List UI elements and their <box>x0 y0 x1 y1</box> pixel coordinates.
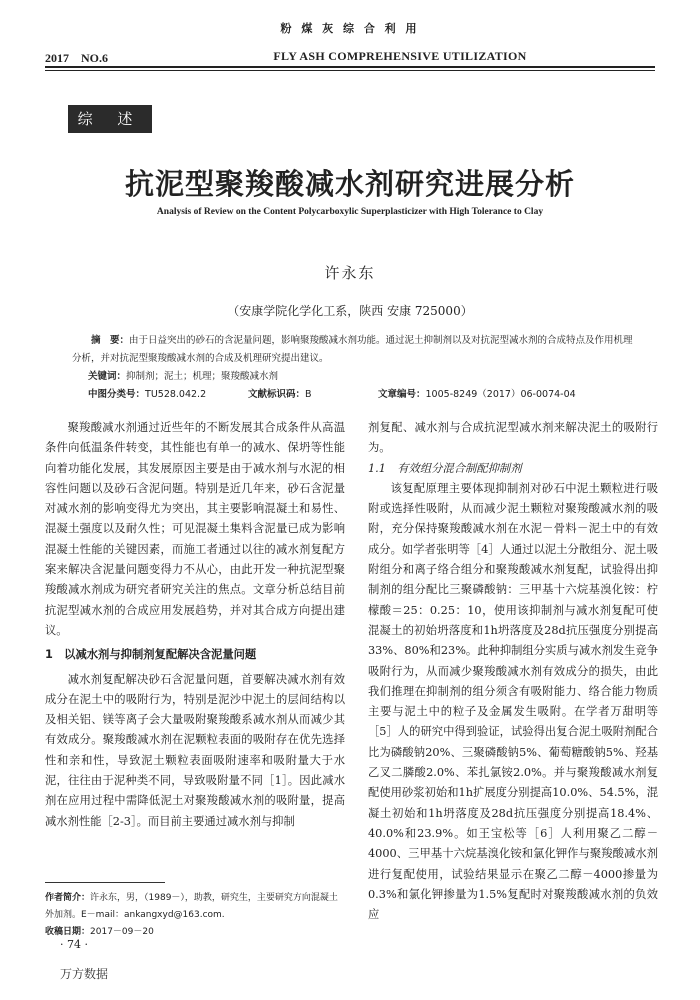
section-heading-1: 1 以减水剂与抑制剂复配解决含泥量问题 <box>45 648 257 662</box>
body-left-column <box>45 418 345 832</box>
article-title-en: Analysis of Review on the Content Polycarboxylic Superplasticizer with High Tolerance to Clay <box>156 207 544 217</box>
article-title-cn: 抗泥型聚羧酸减水剂研究进展分析 <box>124 167 575 201</box>
paragraph: 减水剂复配解决砂石含泥量问题，首要解决减水剂有效成分在泥土中的吸附行为，特别是泥沙中泥土的层间结构以及相关铝、镁等离子会大量吸附聚羧酸系减水剂从而减少其有效成分。聚羧酸减水剂在泥颗粒表面的吸附存在优先选择性和亲和性，导致泥土颗粒表面吸附速率和吸附量大于水泥，往往由于泥种类不同，导致吸附量不同［1］。因此减水剂在应用过程中需降低泥土对聚羧酸减水剂的吸附量，提高减水剂性能［2-3］。而目前主要通过减水剂与抑制 <box>45 672 345 828</box>
author-bio-text: 许永东，男，（1989－），助教，研究生，主要研究方向混凝土外加剂。E－mail：ankangxyd@163.com. <box>45 893 338 920</box>
affiliation: （安康学院化学化工系，陕西 安康 725000） <box>227 304 473 318</box>
paragraph: 剂复配、减水剂与合成抗泥型减水剂来解决泥土的吸附行为。 <box>368 421 658 455</box>
header-rule-thin <box>45 70 655 71</box>
received-label: 收稿日期： <box>45 927 91 937</box>
article-no-value: 1005-8249（2017）06-0074-04 <box>425 389 576 400</box>
journal-name-cn: 粉 煤 灰 综 合 利 用 <box>280 22 420 35</box>
paragraph: 该复配原理主要体现抑制剂对砂石中泥土颗粒进行吸附或选择性吸附，从而减少泥土颗粒对聚羧酸减水剂的吸附，充分保持聚羧酸减水剂在水泥－骨料－泥土中的有效成分。如学者张明等［4］人通过以泥土分散组分、泥土吸附组分和离子络合组分和聚羧酸减水剂复配，试验得出抑制剂的组分配比三聚磷酸钠：三甲基十六烷基溴化铵：柠檬酸＝25：0.25：10，使用该抑制剂与减水剂复配可使混凝土的初始坍落度和1h坍落度及28d抗压强度分别提高33%、80%和23%。此种抑制组分实质与减水剂发生竞争吸附行为，从而减少聚羧酸减水剂有效成分的损失，由此我们推理在抑制剂的组分须含有吸附能力、络合能力物质主要与泥土中的粒子及金属发生吸附。在学者万甜明等［5］人的研究中得到验证，试验得出复合泥土吸附剂配合比为磷酸钠20%、三聚磷酸钠5%、葡萄糖酸钠5%、羟基乙叉二膦酸2.0%、苯扎氯铵2.0%。并与聚羧酸减水剂复配使用砂浆初始和1h扩展度分别提高10.0%、54.5%，混凝土初始和1h坍落度及28d抗压强度分别提高18.4%、40.0%和23.9%。如王宝松等［6］人利用聚乙二醇－4000、三甲基十六烷基溴化铵和氯化钾作与聚羧酸减水剂进行复配使用，试验结果显示在聚乙二醇－4000掺量为0.3%和氯化钾掺量为1.5%复配时对聚羧酸减水剂的负效应 <box>368 481 658 922</box>
clc-value: TU528.042.2 <box>145 389 207 400</box>
author-name: 许永东 <box>324 264 376 282</box>
subsection-heading-1-1: 1.1 有效组分混合制配抑制剂 <box>368 461 522 475</box>
keywords <box>88 368 278 382</box>
header-rule-thick <box>45 66 655 68</box>
keywords-text: 抑制剂；泥土；机理；聚羧酸减水剂 <box>126 371 279 382</box>
footnote-rule <box>45 882 165 883</box>
abstract-text: 由于日益突出的砂石的含泥量问题，影响聚羧酸减水剂功能。通过泥土抑制剂以及对抗泥型减水剂的合成特点及作用机理分析，并对抗泥型聚羧酸减水剂的合成及机理研究提出建议。 <box>72 335 633 364</box>
abstract <box>72 332 642 368</box>
doc-code-label: 文献标识码： <box>248 389 306 400</box>
doc-code-value: B <box>305 389 312 400</box>
body-right-column <box>368 418 658 925</box>
issue-number: 2017 NO.6 <box>45 51 109 65</box>
article-no-label: 文章编号： <box>378 389 426 400</box>
wanfang-watermark: 万方数据 <box>60 967 109 981</box>
paragraph: 聚羧酸减水剂通过近些年的不断发展其合成条件从高温条件向低温条件转变，其性能也有单一的减水、保坍等性能向着功能化发展，其发展原因主要是由于减水剂与水泥的相容性问题以及砂石含泥问题。特别是近几年来，砂石含泥量对减水剂的影响变得尤为突出，其主要影响混凝土和易性、混凝土强度以及耐久性；可见混凝土集料含泥量已成为影响混凝土性能的关键因素，而施工者通过以往的减水剂复配方案来解决含泥量问题变得力不从心，由此开发一种抗泥型聚羧酸减水剂成为研究者研究关注的焦点。文章分析总结目前抗泥型减水剂的合成应用发展趋势，并对其合成方向提出建议。 <box>45 421 345 637</box>
author-bio-label: 作者简介： <box>45 893 91 903</box>
footnote <box>45 890 345 941</box>
abstract-label: 摘 要： <box>91 335 130 346</box>
received-date: 2017－09－20 <box>90 927 154 937</box>
journal-name-en: FLY ASH COMPREHENSIVE UTILIZATION <box>273 49 527 63</box>
section-tag: 综 述 <box>68 105 152 133</box>
clc-label: 中图分类号： <box>88 389 146 400</box>
keywords-label: 关键词： <box>88 371 127 382</box>
page-number: · 74 · <box>60 938 88 951</box>
